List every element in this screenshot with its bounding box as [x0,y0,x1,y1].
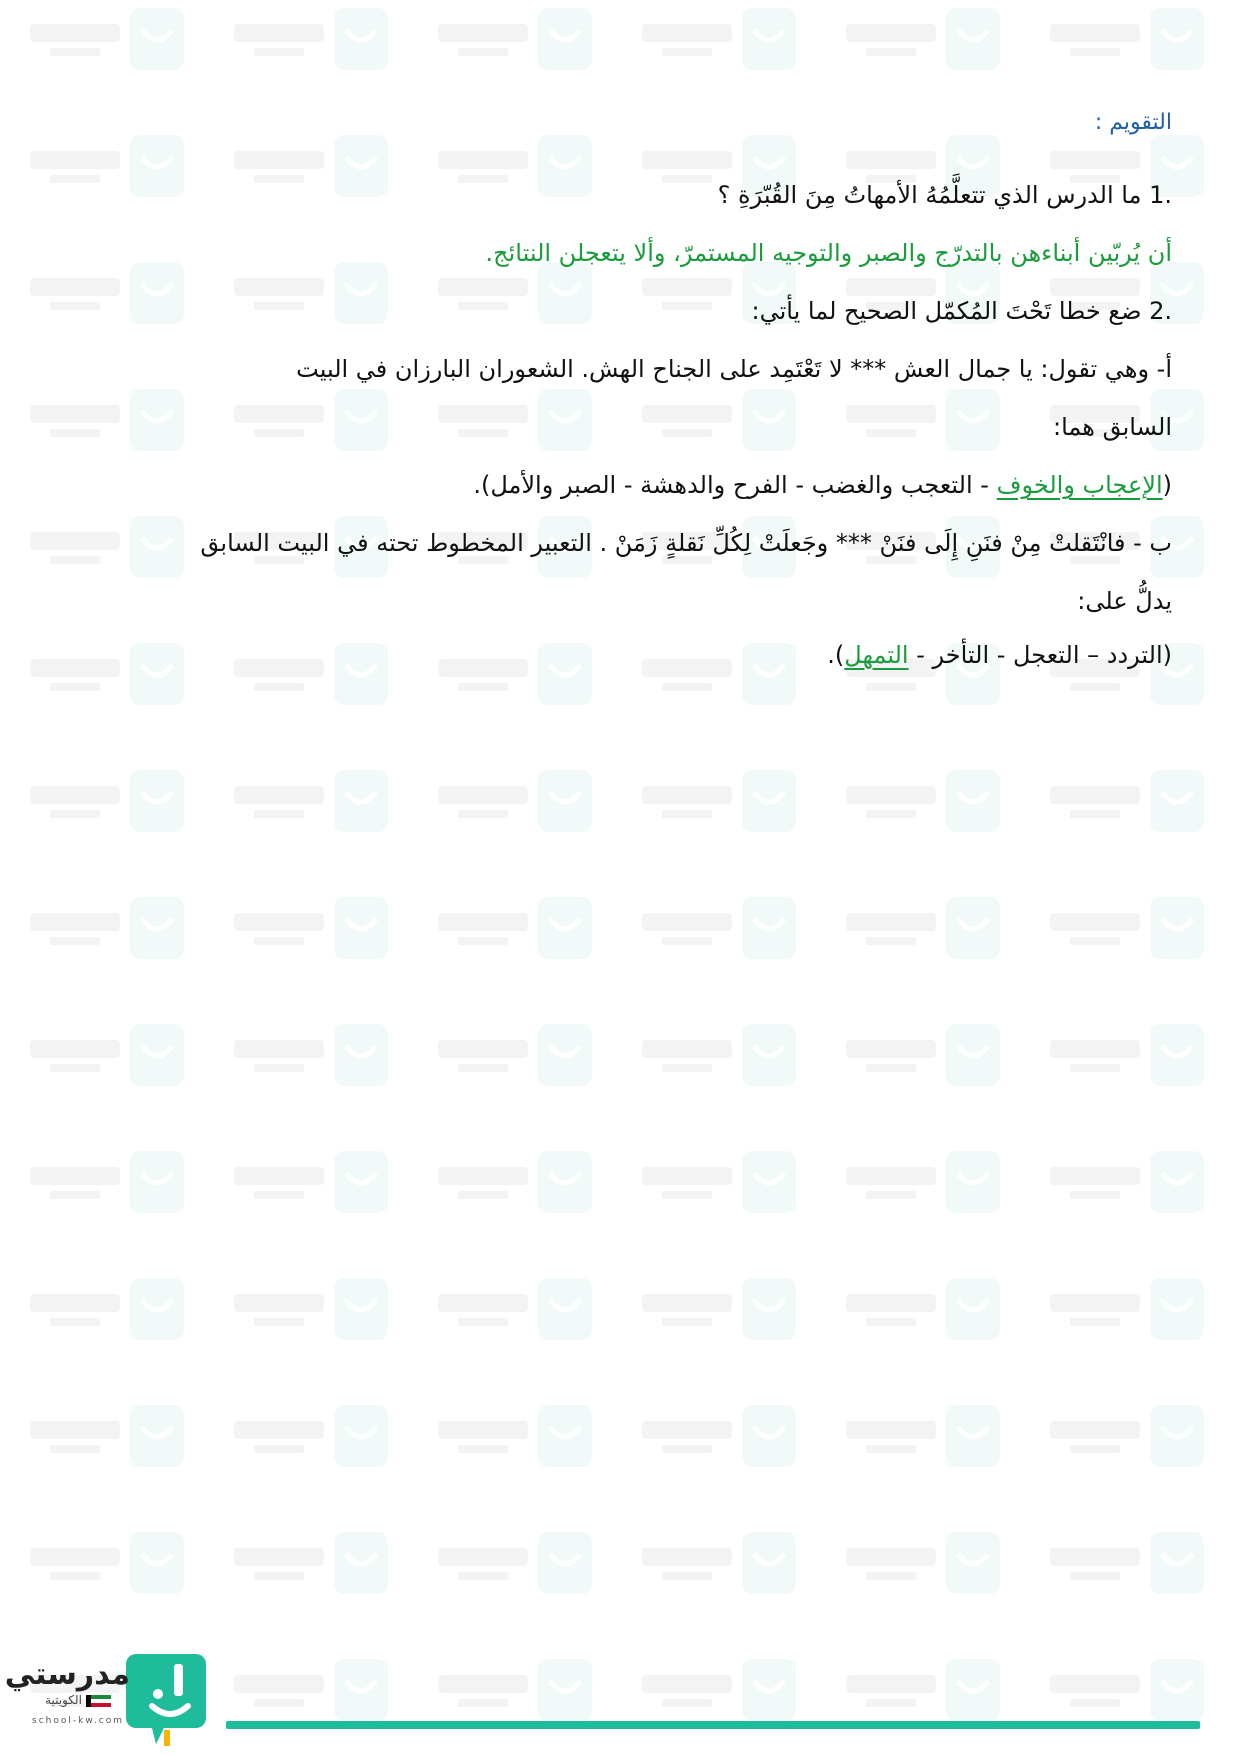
item-b-line-2: يدلُّ على: [1077,587,1172,615]
item-b-close-paren: ). [827,641,845,669]
question-2-text: ضع خطا تَحْتَ المُكمّل الصحيح لما يأتي: [751,297,1142,325]
item-a-line-2: السابق هما: [1053,413,1172,441]
question-1-text: ما الدرس الذي تتعلَّمُهُ الأمهاتُ مِنَ القُبّرَةِ ؟ [717,181,1142,209]
question-2 [752,294,1173,328]
item-a-correct-answer: الإعجاب والخوف [996,471,1163,499]
footer-divider [226,1721,1200,1729]
item-a-other-choices: - التعجب والغضب - الفرح والدهشة - الصبر والأمل). [473,471,997,499]
logo-text-block [4,1657,130,1728]
question-1 [718,178,1172,212]
item-b-choices [827,638,1172,672]
logo-subtitle [26,1692,130,1708]
item-a-choices [473,468,1172,502]
logo-subtitle-text: الكويتية [45,1693,82,1707]
section-heading: التقويم : [1094,110,1172,135]
item-a-line-1: أ- وهي تقول: يا جمال العش *** لا تَعْتَمِد على الجناح الهش. الشعوران البارزان في البيت [296,355,1172,383]
question-1-answer: أن يُربّين أبناءهن بالتدرّج والصبر والتوجيه المستمرّ، وألا يتعجلن النتائج. [485,239,1172,267]
logo-name: مدرستي [4,1657,130,1692]
item-b-other-choices: (التردد – التعجل - التأخر - [908,641,1172,669]
question-2-number: 2. [1149,297,1172,325]
item-b-correct-answer: التمهل [844,641,909,669]
question-1-number: 1. [1149,181,1172,209]
logo-url: school-kw.com [32,1716,124,1726]
item-a-open-paren: ( [1162,471,1172,499]
kuwait-flag-icon [86,1695,111,1707]
item-b-line-1: ب - فانْتَقلتْ مِنْ فنَنِ إِلَى فنَنْ *** وجَعلَتْ لِكُلِّ نَقلةٍ زَمَنْ . التعبير المخطوط تحته في البيت السابق [200,529,1172,557]
